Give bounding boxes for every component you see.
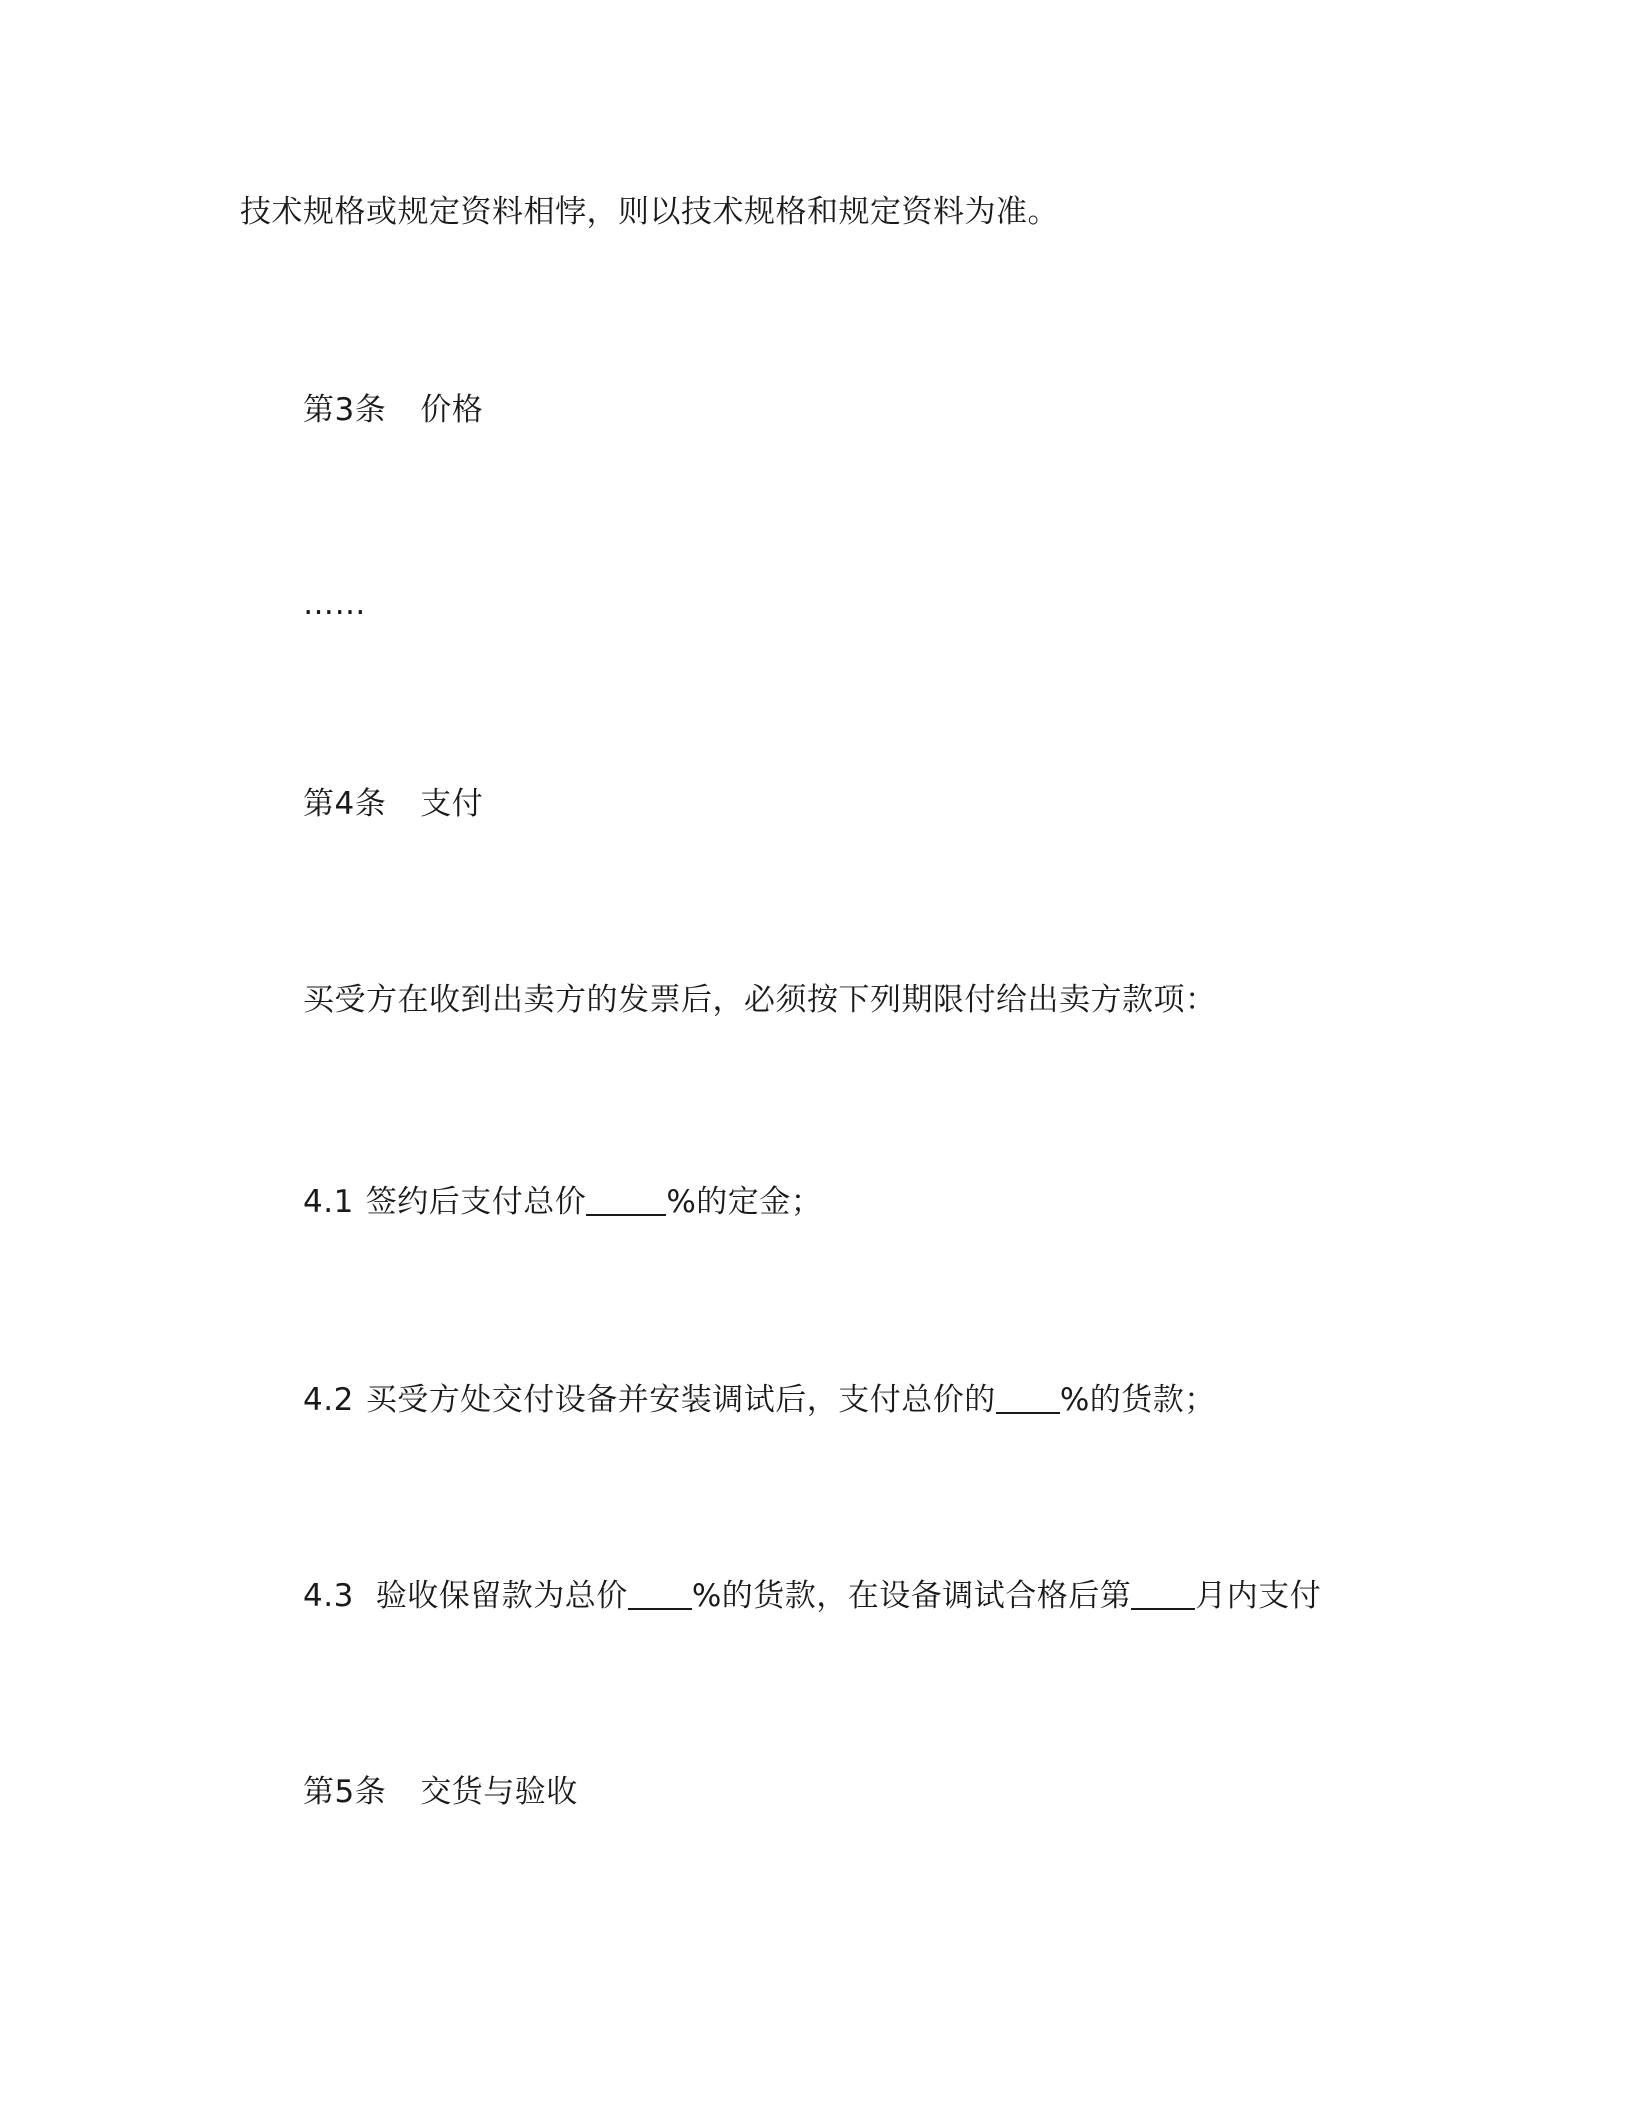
- clause-4-2-blank: [996, 1382, 1060, 1414]
- article-3-number: 第3条: [303, 392, 387, 428]
- clause-4-1-text-before: 签约后支付总价: [365, 1184, 587, 1220]
- article-4-title: 支付: [420, 786, 484, 822]
- ellipsis-line: [303, 584, 366, 624]
- continuation-paragraph: [240, 192, 1059, 232]
- clause-4-3-blank-percent: [628, 1578, 692, 1610]
- article-4-intro: [303, 980, 1217, 1020]
- clause-4-1-number: 4.1: [303, 1184, 354, 1220]
- clause-4-3: [303, 1576, 1321, 1616]
- clause-4-2-number: 4.2: [303, 1382, 354, 1418]
- article-4-number: 第4条: [303, 786, 387, 822]
- article-4-heading: [303, 784, 483, 824]
- clause-4-2-text-after: %的货款；: [1059, 1382, 1216, 1418]
- clause-4-3-text-before: 验收保留款为总价: [375, 1578, 628, 1614]
- ellipsis-text: ……: [303, 586, 366, 622]
- clause-4-1: [303, 1182, 822, 1222]
- article-5-number: 第5条: [303, 1774, 387, 1810]
- continuation-text: 技术规格或规定资料相悖，则以技术规格和规定资料为准。: [240, 194, 1059, 230]
- clause-4-3-text-middle: %的货款，在设备调试合格后第: [691, 1578, 1132, 1614]
- article-3-title: 价格: [420, 392, 484, 428]
- clause-4-2: [303, 1380, 1216, 1420]
- article-5-heading: [303, 1772, 578, 1812]
- clause-4-3-text-after: 月内支付: [1195, 1578, 1322, 1614]
- article-4-intro-text: 买受方在收到出卖方的发票后，必须按下列期限付给出卖方款项：: [303, 982, 1217, 1018]
- clause-4-3-number: 4.3: [303, 1578, 354, 1614]
- article-3-heading: [303, 390, 483, 430]
- clause-4-3-blank-month: [1131, 1578, 1195, 1610]
- clause-4-1-blank: [586, 1184, 666, 1216]
- clause-4-2-text-before: 买受方处交付设备并安装调试后，支付总价的: [365, 1382, 996, 1418]
- article-5-title: 交货与验收: [420, 1774, 578, 1810]
- clause-4-1-text-after: %的定金；: [666, 1184, 823, 1220]
